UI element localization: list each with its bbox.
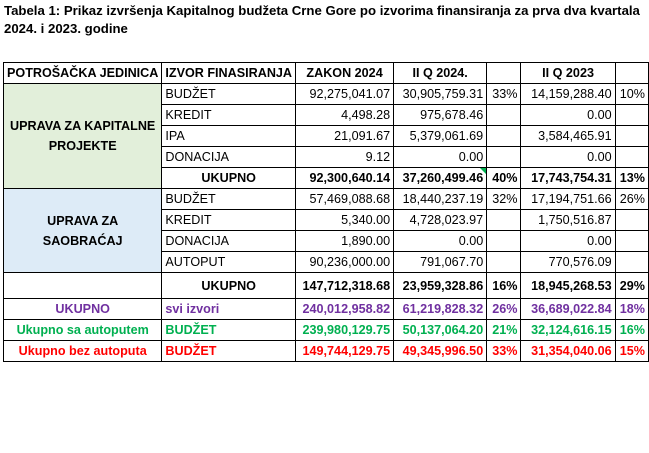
without-highway-pct24: 33% [487,341,521,362]
without-highway-q23: 31,354,040.06 [521,341,615,362]
total-pct23: 29% [615,273,648,299]
law-cell: 1,890.00 [296,231,394,252]
law-cell: 90,236,000.00 [296,252,394,273]
with-highway-label: Ukupno sa autoputem [4,320,162,341]
with-highway-law: 239,980,129.75 [296,320,394,341]
capital-budget-table [3,62,649,362]
summary-total-law: 240,012,958.82 [296,299,394,320]
summary-total-label: UKUPNO [4,299,162,320]
summary-with-highway-row [4,320,649,341]
q24-cell: 0.00 [394,147,487,168]
source-cell: KREDIT [162,105,296,126]
pct24-cell [487,231,521,252]
pct24-cell [487,210,521,231]
q24-cell: 4,728,023.97 [394,210,487,231]
total-law: 147,712,318.68 [296,273,394,299]
q24-cell: 5,379,061.69 [394,126,487,147]
summary-total-source: svi izvori [162,299,296,320]
header-source: IZVOR FINASIRANJA [162,63,296,84]
q23-cell: 770,576.09 [521,252,615,273]
total-law: 92,300,640.14 [296,168,394,189]
summary-total-q23: 36,689,022.84 [521,299,615,320]
q23-cell: 14,159,288.40 [521,84,615,105]
source-cell: BUDŽET [162,189,296,210]
table-row [4,84,649,105]
law-cell: 21,091.67 [296,126,394,147]
q23-cell: 3,584,465.91 [521,126,615,147]
summary-total-pct24: 26% [487,299,521,320]
total-label: UKUPNO [162,168,296,189]
pct23-cell [615,210,648,231]
without-highway-law: 149,744,129.75 [296,341,394,362]
summary-without-highway-row [4,341,649,362]
total-q23: 18,945,268.53 [521,273,615,299]
pct23-cell [615,147,648,168]
q24-cell: 30,905,759.31 [394,84,487,105]
total-pct23: 13% [615,168,648,189]
unit-capital-projects: UPRAVA ZA KAPITALNE PROJEKTE [4,84,162,189]
q23-cell: 0.00 [521,231,615,252]
header-pct-2023 [615,63,648,84]
total-q24: 23,959,328.86 [394,273,487,299]
total-pct24: 16% [487,273,521,299]
without-highway-source: BUDŽET [162,341,296,362]
q24-cell: 975,678.46 [394,105,487,126]
without-highway-label: Ukupno bez autoputa [4,341,162,362]
without-highway-pct23: 15% [615,341,648,362]
law-cell: 9.12 [296,147,394,168]
table-row [4,189,649,210]
source-cell: DONACIJA [162,231,296,252]
q24-cell: 0.00 [394,231,487,252]
source-cell: IPA [162,126,296,147]
pct23-cell [615,126,648,147]
total-q23: 17,743,754.31 [521,168,615,189]
pct24-cell [487,126,521,147]
header-row [4,63,649,84]
law-cell: 4,498.28 [296,105,394,126]
pct23-cell [615,231,648,252]
header-q2-2024: II Q 2024. [394,63,487,84]
group-total-row [4,273,649,299]
summary-total-row [4,299,649,320]
header-q2-2023: II Q 2023 [521,63,615,84]
q24-cell: 791,067.70 [394,252,487,273]
with-highway-q23: 32,124,616.15 [521,320,615,341]
pct24-cell [487,252,521,273]
source-cell: KREDIT [162,210,296,231]
total-q24: 37,260,499.46 [394,168,487,189]
with-highway-pct23: 16% [615,320,648,341]
summary-total-q24: 61,219,828.32 [394,299,487,320]
source-cell: BUDŽET [162,84,296,105]
without-highway-q24: 49,345,996.50 [394,341,487,362]
table-caption: Tabela 1: Prikaz izvršenja Kapitalnog budžeta Crne Gore po izvorima finansiranja za prva dva kvartala 2024. i 2023. godine [4,3,640,36]
pct24-cell: 32% [487,189,521,210]
pct24-cell: 33% [487,84,521,105]
total-label: UKUPNO [162,273,296,299]
q23-cell: 17,194,751.66 [521,189,615,210]
pct24-cell [487,147,521,168]
with-highway-pct24: 21% [487,320,521,341]
summary-total-pct23: 18% [615,299,648,320]
header-pct-2024 [487,63,521,84]
law-cell: 92,275,041.07 [296,84,394,105]
q23-cell: 0.00 [521,105,615,126]
unit-traffic: UPRAVA ZA SAOBRAĆAJ [4,189,162,273]
source-cell: AUTOPUT [162,252,296,273]
pct24-cell [487,105,521,126]
pct23-cell: 26% [615,189,648,210]
source-cell: DONACIJA [162,147,296,168]
q24-cell: 18,440,237.19 [394,189,487,210]
header-law-2024: ZAKON 2024 [296,63,394,84]
q23-cell: 1,750,516.87 [521,210,615,231]
law-cell: 57,469,088.68 [296,189,394,210]
with-highway-source: BUDŽET [162,320,296,341]
total-pct24: 40% [487,168,521,189]
empty-unit-cell [4,273,162,299]
pct23-cell [615,105,648,126]
law-cell: 5,340.00 [296,210,394,231]
pct23-cell: 10% [615,84,648,105]
q23-cell: 0.00 [521,147,615,168]
with-highway-q24: 50,137,064.20 [394,320,487,341]
pct23-cell [615,252,648,273]
header-unit: POTROŠAČKA JEDINICA [4,63,162,84]
